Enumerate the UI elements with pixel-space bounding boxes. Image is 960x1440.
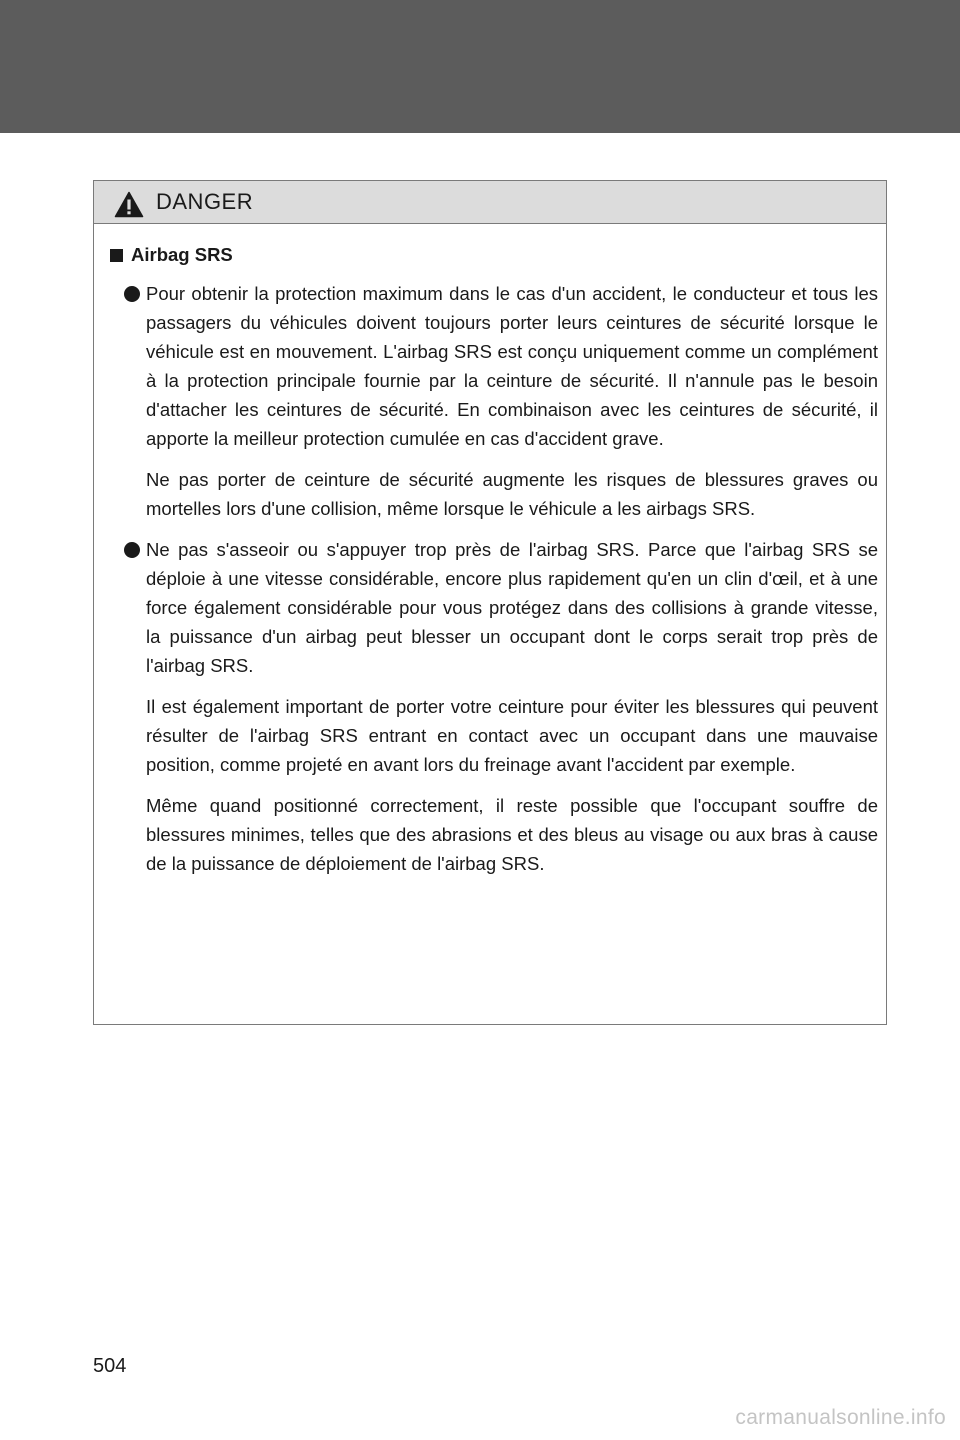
danger-warning-box: [93, 180, 887, 1025]
paragraph: Il est également important de porter votre ceinture pour éviter les blessures qui peuvent résulter de l'airbag SRS entrant en contact avec un occupant dans une mauvaise position, comme projeté en avant lors du freinage avant l'accident par exemple.: [146, 696, 878, 775]
paragraph: Pour obtenir la protection maximum dans le cas d'un accident, le conducteur et tous les passagers du véhicules doivent toujours porter leurs ceintures de sécurité lorsque le véhicule est en mouvement. L'airbag SRS est conçu uniquement comme un complément à la protection principale fournie par la ceinture de sécurité. Il n'annule pas le besoin d'attacher les ceintures de sécurité. En combinaison avec les ceintures de sécurité, il apporte la meilleur protection cumulée en cas d'accident grave.: [146, 283, 878, 449]
danger-header: [94, 181, 886, 224]
bullet-item: [110, 279, 878, 523]
danger-title: DANGER: [156, 189, 254, 214]
header-band: [0, 0, 960, 133]
danger-body: [94, 224, 886, 878]
watermark: carmanualsonline.info: [735, 1406, 946, 1429]
square-bullet-icon: [110, 249, 123, 262]
bullet-item: [110, 535, 878, 878]
section-heading: [110, 241, 878, 269]
page-number: 504: [93, 1355, 127, 1377]
paragraph: Même quand positionné correctement, il reste possible que l'occupant souffre de blessures minimes, telles que des abrasions et des bleus au visage ou aux bras à cause de la puissance de déploiement de l'airbag SRS.: [146, 795, 878, 874]
round-bullet-icon: [124, 542, 140, 558]
warning-triangle-icon: [114, 191, 144, 218]
round-bullet-icon: [124, 286, 140, 302]
paragraph: Ne pas porter de ceinture de sécurité augmente les risques de blessures graves ou mortelles lors d'une collision, même lorsque le véhicule a les airbags SRS.: [146, 469, 878, 519]
section-heading-text: Airbag SRS: [131, 244, 233, 265]
paragraph: Ne pas s'asseoir ou s'appuyer trop près de l'airbag SRS. Parce que l'airbag SRS se déploie à une vitesse considérable, encore plus rapidement qu'en un clin d'œil, et à une force également considérable pour vous protégez dans des collisions à grande vitesse, la puissance d'un airbag peut blesser un occupant dont le corps serait trop près de l'airbag SRS.: [146, 539, 878, 676]
